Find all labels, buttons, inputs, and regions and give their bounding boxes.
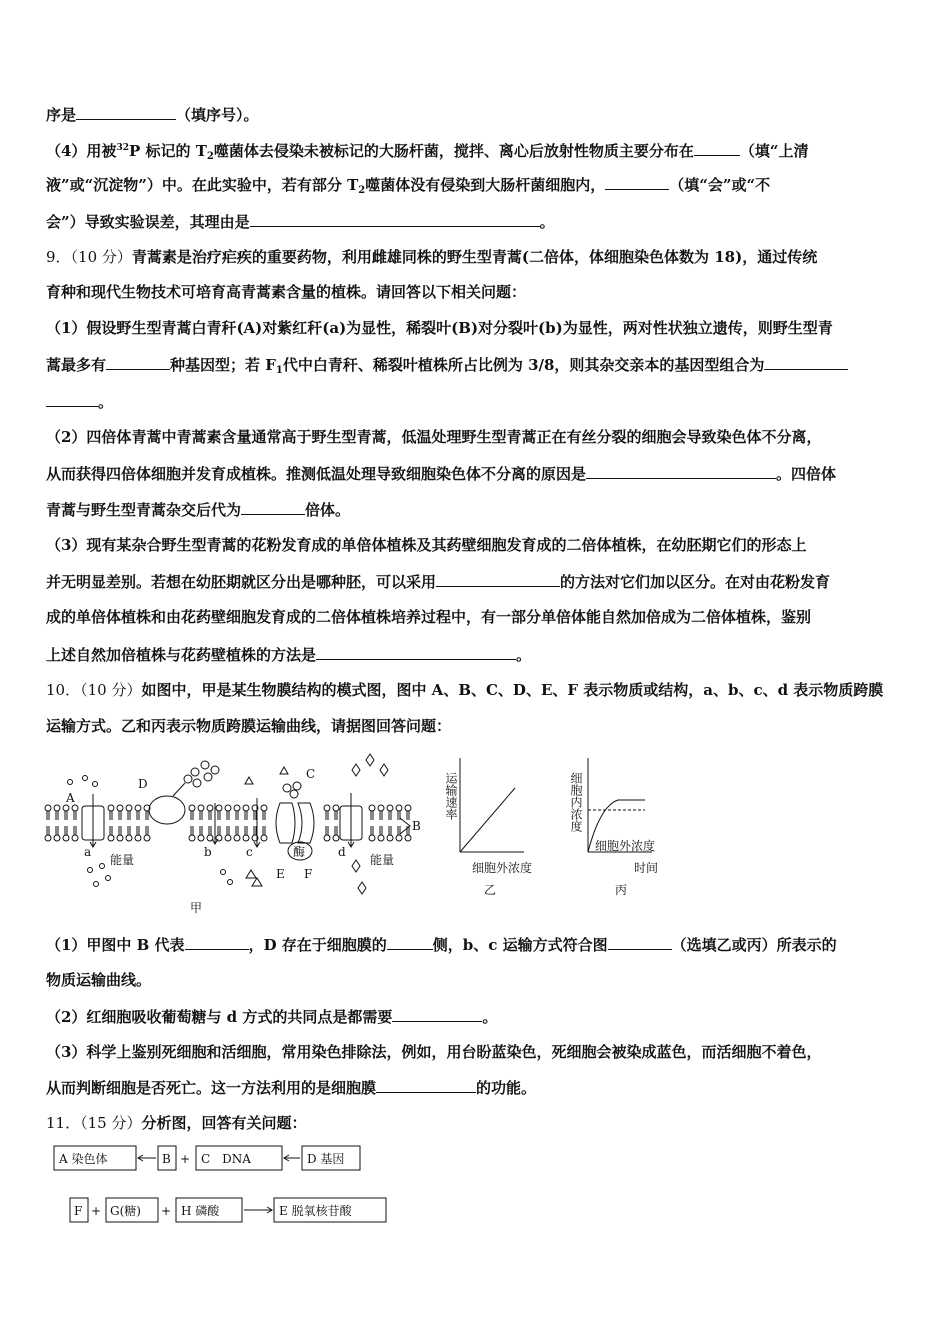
- lipid-head: [72, 805, 78, 811]
- label-a-cap: A: [66, 791, 75, 805]
- lipid-head: [189, 805, 195, 811]
- answer-blank[interactable]: [376, 1077, 476, 1093]
- lipid-head: [198, 805, 204, 811]
- lipid-head: [45, 805, 51, 811]
- bing-y-label: 细胞内浓度: [569, 772, 583, 832]
- lipid-head: [234, 805, 240, 811]
- lipid-head: [333, 805, 339, 811]
- channel-protein: [276, 803, 295, 843]
- lipid-head: [117, 805, 123, 811]
- q10-line-4: 物质运输曲线。: [46, 971, 152, 989]
- gene-structure-labels: [58, 1151, 353, 1218]
- lipid-heads-top: [45, 805, 411, 820]
- lipid-head: [378, 805, 384, 811]
- answer-blank[interactable]: [586, 463, 776, 479]
- q9-line-11: 成的单倍体植株和由花药壁细胞发育成的二倍体植株培养过程中，有一部分单倍体能自然加倍成为二倍体植株，鉴别: [46, 608, 812, 626]
- lipid-head: [243, 835, 249, 841]
- lipid-head: [126, 805, 132, 811]
- lipid-head: [72, 835, 78, 841]
- q9-line-8: 青蒿与野生型青蒿杂交后代为 倍体。: [46, 501, 351, 519]
- lipid-head: [225, 835, 231, 841]
- figure-jia-caption: 甲: [190, 901, 203, 915]
- q8-line-3: 液”或“沉淀物”）中。在此实验中，若有部分 $T_2$噬菌体没有侵染到大肠杆菌细胞内， （填“会”或“不: [46, 176, 771, 196]
- lipid-head: [261, 835, 267, 841]
- lipid-head: [144, 835, 150, 841]
- question-number: 10．（10 分）: [46, 681, 142, 699]
- lipid-head: [324, 805, 330, 811]
- glycoprotein-d: [149, 796, 185, 824]
- label-d-gene: D 基因: [307, 1152, 345, 1166]
- label-e-cap: E: [276, 867, 285, 881]
- label-e-nucleotide: E 脱氧核苷酸: [279, 1204, 352, 1218]
- answer-blank[interactable]: [316, 644, 516, 660]
- q9-line-1: 9．（10 分）青蒿素是治疗疟疾的重要药物，利用雌雄同株的野生型青蒿(二倍体，体细胞染色体数为 18)，通过传统: [46, 248, 818, 266]
- answer-blank[interactable]: [46, 391, 98, 407]
- chart-yi: [460, 758, 524, 852]
- label-b: b: [204, 845, 212, 859]
- lipid-head: [207, 805, 213, 811]
- lipid-head: [261, 805, 267, 811]
- lipid-head: [135, 805, 141, 811]
- question-number: 9．（10 分）: [46, 248, 132, 266]
- answer-blank[interactable]: [694, 140, 740, 156]
- lipid-heads-bottom: [45, 826, 411, 841]
- lipid-head: [63, 835, 69, 841]
- lipid-head: [405, 805, 411, 811]
- answer-blank[interactable]: [608, 934, 672, 950]
- plus-2: +: [91, 1204, 102, 1218]
- q9-line-6: （2）四倍体青蒿中青蒿素含量通常高于野生型青蒿，低温处理野生型青蒿正在有丝分裂的细胞会导致染色体不分离，: [46, 428, 822, 446]
- q9-line-12: 上述自然加倍植株与花药壁植株的方法是 。: [46, 646, 532, 664]
- lipid-head: [117, 835, 123, 841]
- lipid-head: [126, 835, 132, 841]
- label-f: F: [74, 1204, 83, 1218]
- label-c-dna: C DNA: [201, 1152, 251, 1166]
- lipid-head: [108, 835, 114, 841]
- answer-blank[interactable]: [387, 934, 433, 950]
- lipid-head: [405, 835, 411, 841]
- lipid-head: [369, 805, 375, 811]
- gene-structure-diagram: [50, 1140, 410, 1230]
- answer-blank[interactable]: [185, 934, 249, 950]
- q8-line-1: 序是 （填序号）。: [46, 106, 259, 124]
- membrane-transport-figure: [40, 748, 720, 920]
- label-d-cap: D: [138, 777, 148, 791]
- label-c: c: [246, 845, 253, 859]
- figure-bing-caption: 丙: [615, 883, 628, 897]
- yi-x-label: 细胞外浓度: [472, 861, 533, 875]
- label-a: a: [84, 845, 92, 859]
- answer-blank[interactable]: [106, 354, 170, 370]
- lipid-head: [396, 805, 402, 811]
- answer-blank[interactable]: [436, 571, 560, 587]
- lipid-head: [387, 835, 393, 841]
- q9-line-9: （3）现有某杂合野生型青蒿的花粉发育成的单倍体植株及其药壁细胞发育成的二倍体植株，在幼胚期它们的形态上: [46, 536, 807, 554]
- lipid-head: [225, 805, 231, 811]
- lipid-head: [387, 805, 393, 811]
- lipid-head: [369, 835, 375, 841]
- q9-line-5: 。: [46, 391, 906, 412]
- label-b: B: [162, 1152, 171, 1166]
- lipid-head: [378, 835, 384, 841]
- lipid-head: [45, 835, 51, 841]
- q11-line-1: 11．（15 分）分析图，回答有关问题：: [46, 1114, 307, 1132]
- figure-yi-caption: 乙: [484, 883, 497, 897]
- q10-line-1: 10．（10 分）如图中，甲是某生物膜结构的模式图，图中 A、B、C、D、E、F 表示物质或结构，a、b、c、d 表示物质跨膜: [46, 681, 884, 699]
- label-c-cap: C: [306, 767, 316, 781]
- answer-blank[interactable]: [250, 211, 540, 227]
- answer-blank[interactable]: [241, 499, 305, 515]
- label-b-cap: B: [412, 819, 421, 833]
- q9-line-10: 并无明显差别。若想在幼胚期就区分出是哪种胚，可以采用 的方法对它们加以区分。在对由花粉发育: [46, 573, 831, 591]
- lipid-head: [54, 805, 60, 811]
- answer-blank[interactable]: [392, 1006, 482, 1022]
- label-g-sugar: G(糖): [110, 1204, 141, 1218]
- answer-blank[interactable]: [764, 354, 848, 370]
- lipid-head: [108, 805, 114, 811]
- question-number: 11．（15 分）: [46, 1114, 142, 1132]
- label-d: d: [338, 845, 346, 859]
- lipid-head: [63, 805, 69, 811]
- q10-line-3: （1）甲图中 B 代表 ，D 存在于细胞膜的 侧，b、c 运输方式符合图 （选填乙或丙）所表示的: [46, 936, 837, 954]
- lipid-head: [243, 805, 249, 811]
- lipid-head: [324, 835, 330, 841]
- q9-line-4: 蒿最多有 种基因型；若 $F_1$代中白青秆、稀裂叶植株所占比例为 3/8，则其杂交亲本的基因型组合为: [46, 354, 906, 381]
- lipid-head: [234, 835, 240, 841]
- lipid-head: [54, 835, 60, 841]
- q10-line-6: （3）科学上鉴别死细胞和活细胞，常用染色排除法，例如，用台盼蓝染色，死细胞会被染成蓝色，而活细胞不着色，: [46, 1043, 822, 1061]
- lipid-head: [189, 835, 195, 841]
- q8-line-2: （4）用被$^{32}$P 标记的 $T_2$噬菌体去侵染未被标记的大肠杆菌，搅拌、离心后放射性物质主要分布在 （填“上清: [46, 142, 809, 162]
- q9-line-3: （1）假设野生型青蒿白青秆(A)对紫红秆(a)为显性，稀裂叶(B)对分裂叶(b)为显性，两对性状独立遗传，则野生型青: [46, 319, 833, 337]
- chart-bing: [588, 758, 652, 852]
- q10-line-7: 从而判断细胞是否死亡。这一方法利用的是细胞膜 的功能。: [46, 1079, 537, 1097]
- energy-label-1: 能量: [110, 853, 135, 867]
- lipid-head: [396, 835, 402, 841]
- label-h-phosphate: H 磷酸: [181, 1204, 220, 1218]
- lipid-head: [216, 805, 222, 811]
- label-a-chromosome: A 染色体: [59, 1152, 108, 1166]
- q8-line-4: 会”）导致实验误差，其理由是 。: [46, 213, 555, 231]
- plus-1: +: [180, 1152, 191, 1166]
- plus-3: +: [161, 1204, 172, 1218]
- yi-line: [460, 788, 515, 852]
- q10-line-2: 运输方式。乙和丙表示物质跨膜运输曲线，请据图回答问题：: [46, 717, 452, 735]
- q9-line-7: 从而获得四倍体细胞并发育成植株。推测低温处理导致细胞染色体不分离的原因是 。四倍体: [46, 465, 837, 483]
- bing-x-label: 时间: [634, 861, 659, 875]
- q10-line-5: （2）红细胞吸收葡萄糖与 d 方式的共同点是都需要 。: [46, 1008, 498, 1026]
- enzyme-label: 酶: [293, 845, 306, 859]
- yi-y-label: 运输速率: [444, 772, 458, 820]
- bing-inner-label: 细胞外浓度: [595, 839, 656, 853]
- answer-blank[interactable]: [76, 104, 176, 120]
- q9-line-2: 育种和现代生物技术可培育高青蒿素含量的植株。请回答以下相关问题：: [46, 283, 527, 301]
- lipid-head: [198, 835, 204, 841]
- label-f-cap: F: [304, 867, 313, 881]
- lipid-head: [135, 835, 141, 841]
- energy-label-2: 能量: [370, 853, 395, 867]
- answer-blank[interactable]: [605, 174, 669, 190]
- membrane-diagram: [45, 754, 411, 894]
- lipid-head: [333, 835, 339, 841]
